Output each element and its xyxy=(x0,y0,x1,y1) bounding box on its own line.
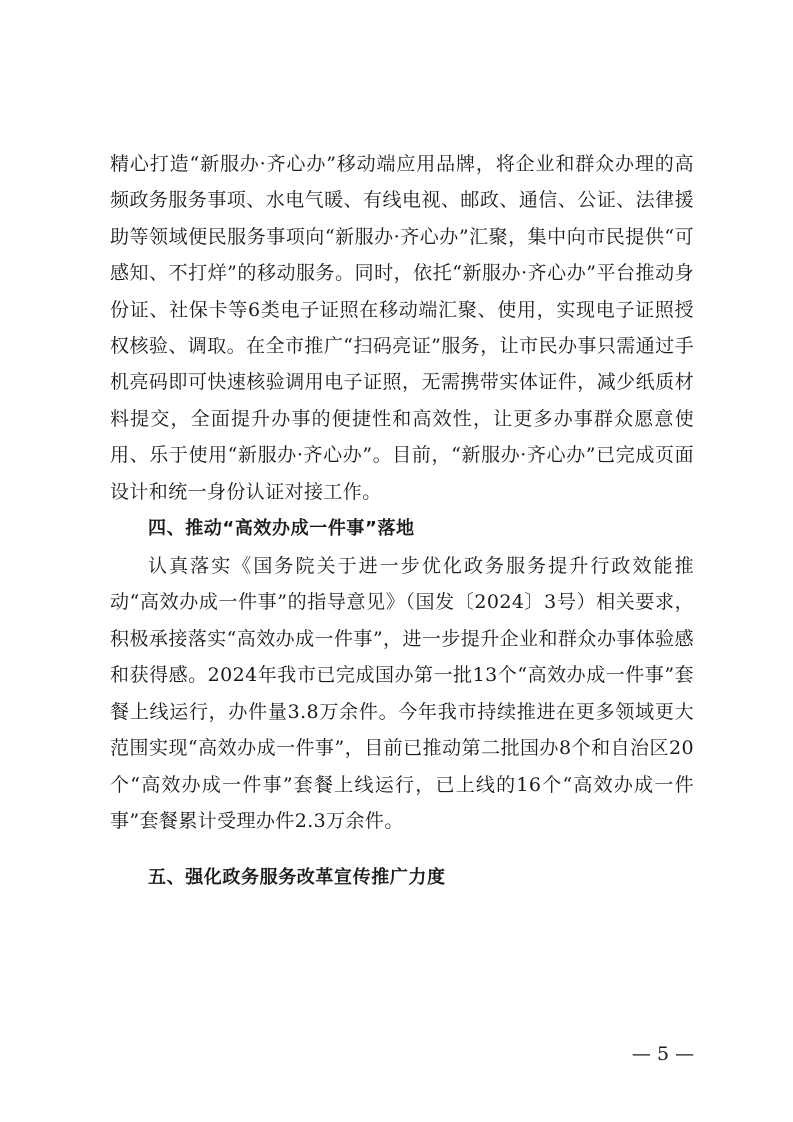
body-paragraph-efficient-service: 认真落实《国务院关于进一步优化政务服务提升行政效能推动“高效办成一件事”的指导意见》（国发〔2024〕3号）相关要求，积极承接落实“高效办成一件事”，进一步提升企业和群众办事体验感和获得感。2024年我市已完成国办第一批13个“高效办成一件事”套餐上线运行，办件量3.8万余件。今年我市持续推进在更多领域更大范围实现“高效办成一件事”，目前已推动第二批国办8个和自治区20个“高效办成一件事”套餐上线运行，已上线的16个“高效办成一件事”套餐累计受理办件2.3万余件。 xyxy=(110,555,694,832)
body-paragraph-app-brand: 精心打造“新服办·齐心办”移动端应用品牌，将企业和群众办理的高频政务服务事项、水电气暖、有线电视、邮政、通信、公证、法律援助等领域便民服务事项向“新服办·齐心办”汇聚，集中向市民提供“可感知、不打烊”的移动服务。同时，依托“新服办·齐心办”平台推动身份证、社保卡等6类电子证照在移动端汇聚、使用，实现电子证照授权核验、调取。在全市推广“扫码亮证”服务，让市民办事只需通过手机亮码即可快速核验调用电子证照，无需携带实体证件，减少纸质材料提交，全面提升办事的便捷性和高效性，让更多办事群众愿意使用、乐于使用“新服办·齐心办”。目前，“新服办·齐心办”已完成页面设计和统一身份认证对接工作。 xyxy=(110,153,694,503)
page-number: — 5 — xyxy=(631,1043,695,1065)
section-heading-5: 五、强化政务服务改革宣传推广力度 xyxy=(148,867,446,889)
paragraph-spacer xyxy=(110,839,694,859)
document-body xyxy=(110,146,694,897)
section-heading-4: 四、推动“高效办成一件事”落地 xyxy=(148,518,415,540)
